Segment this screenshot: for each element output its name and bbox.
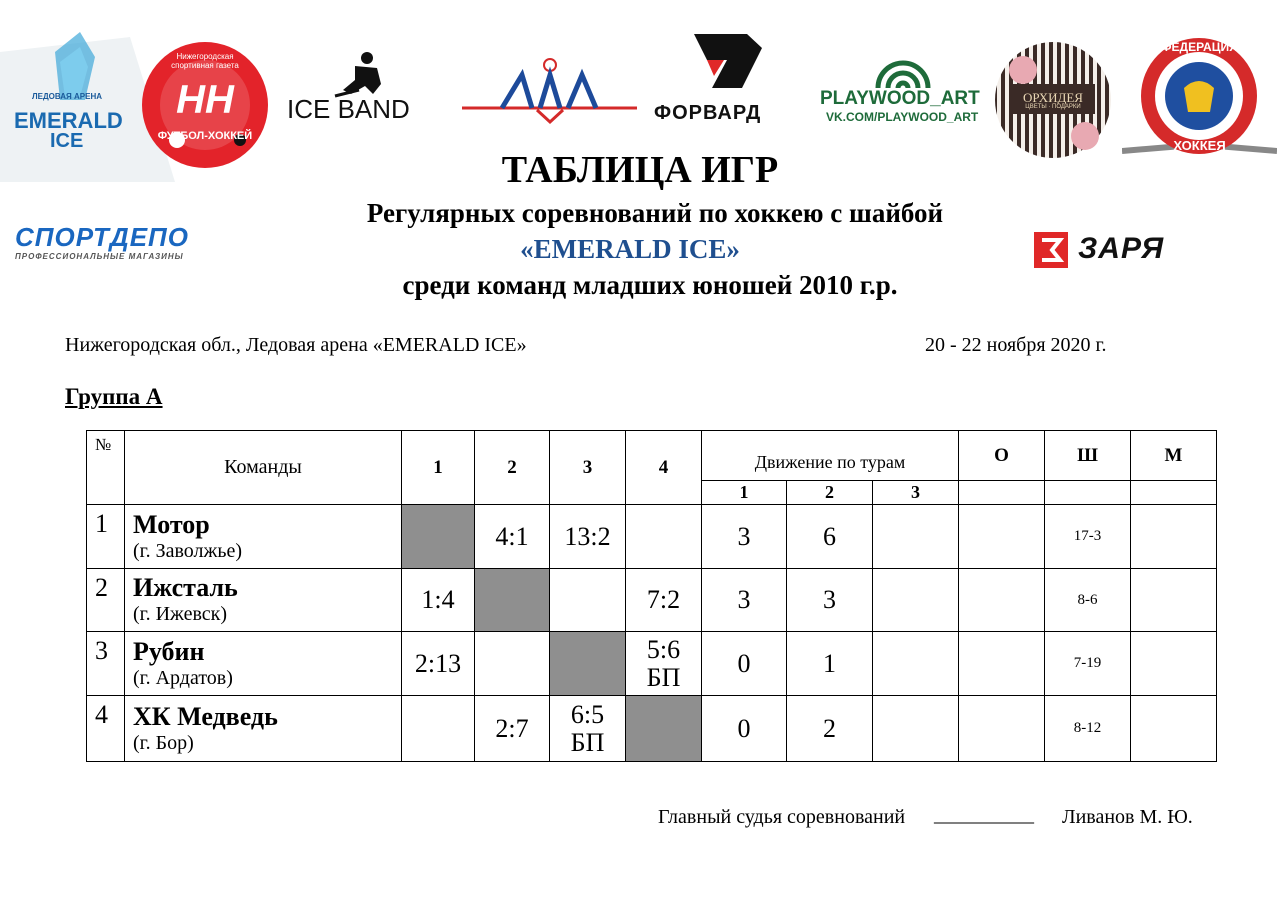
tour-cell: 3 bbox=[702, 569, 787, 632]
team-cell bbox=[125, 632, 402, 696]
score-cell bbox=[475, 632, 550, 696]
team-cell bbox=[125, 505, 402, 569]
score-cell: 4:1 bbox=[475, 505, 550, 569]
score-value: 5:6 bbox=[646, 634, 681, 664]
team-city: (г. Ардатов) bbox=[133, 666, 233, 689]
goals-cell: 7-19 bbox=[1045, 632, 1131, 696]
score-note: БП bbox=[570, 727, 605, 757]
emerald-logo-line3: ICE bbox=[50, 130, 84, 152]
team-name: Рубин bbox=[133, 636, 205, 666]
points-cell bbox=[959, 632, 1045, 696]
header-tour-2: 2 bbox=[787, 481, 873, 505]
score-cell: 7:2 bbox=[626, 569, 702, 632]
score-cell bbox=[626, 632, 702, 696]
sportdepo-sub: ПРОФЕССИОНАЛЬНЫЕ МАГАЗИНЫ bbox=[15, 252, 184, 261]
self-match-cell bbox=[475, 569, 550, 632]
team-cell bbox=[125, 696, 402, 762]
neo-emblem-icon bbox=[462, 50, 637, 125]
self-match-cell bbox=[402, 505, 475, 569]
goals-cell: 8-12 bbox=[1045, 696, 1131, 762]
row-number: 1 bbox=[87, 505, 125, 569]
tour-cell bbox=[873, 632, 959, 696]
subtitle-line3: среди команд младших юношей 2010 г.р. bbox=[402, 270, 898, 300]
score-cell bbox=[402, 696, 475, 762]
tour-cell: 0 bbox=[702, 632, 787, 696]
header-goals: Ш bbox=[1045, 431, 1131, 481]
score-cell: 2:7 bbox=[475, 696, 550, 762]
futbol-logo-mid: НН bbox=[176, 78, 234, 122]
subtitle-line1: Регулярных соревнований по хоккею с шайбой bbox=[366, 198, 944, 228]
location-text: Нижегородская обл., Ледовая арена «EMERALD ICE» bbox=[65, 334, 527, 356]
sportdepo-name: СПОРТДЕПО bbox=[15, 222, 189, 252]
header-col-2: 2 bbox=[475, 431, 550, 505]
row-number: 2 bbox=[87, 569, 125, 632]
score-cell bbox=[626, 505, 702, 569]
place-cell bbox=[1131, 632, 1217, 696]
page-title: ТАБЛИЦА ИГР bbox=[501, 149, 779, 191]
signature-blank: __________ bbox=[934, 804, 1034, 826]
federation-top: ФЕДЕРАЦИЯ bbox=[1161, 40, 1238, 54]
header-num: № bbox=[87, 431, 125, 505]
score-cell: 13:2 bbox=[550, 505, 626, 569]
score-value: 6:5 bbox=[570, 699, 605, 729]
team-name: Ижсталь bbox=[133, 573, 238, 602]
team-city: (г. Бор) bbox=[133, 731, 194, 754]
tour-cell: 0 bbox=[702, 696, 787, 762]
futbol-logo-ring: ФУТБОЛ-ХОККЕЙ bbox=[157, 130, 253, 142]
tour-cell bbox=[873, 569, 959, 632]
subtitle-line2: «EMERALD ICE» bbox=[520, 234, 740, 264]
row-number: 4 bbox=[87, 696, 125, 762]
row-number: 3 bbox=[87, 632, 125, 696]
orchid-sub: ЦВЕТЫ · ПОДАРКИ bbox=[1025, 104, 1081, 110]
referee-name: Ливанов М. Ю. bbox=[1062, 806, 1193, 828]
wood-rings-icon bbox=[818, 48, 988, 90]
playwood-line1: PLAYWOOD_ART bbox=[820, 88, 980, 109]
federation-logo bbox=[1122, 36, 1277, 161]
points-cell bbox=[959, 696, 1045, 762]
score-note: БП bbox=[646, 662, 681, 692]
table-row bbox=[87, 696, 1217, 762]
ice-band-text: ICE BAND bbox=[287, 94, 410, 124]
points-cell bbox=[959, 569, 1045, 632]
emerald-logo-line2: EMERALD bbox=[14, 108, 123, 133]
tour-cell: 3 bbox=[702, 505, 787, 569]
orchid-name: ОРХИДЕЯ bbox=[1023, 90, 1083, 105]
group-heading: Группа А bbox=[65, 384, 163, 409]
games-table bbox=[86, 430, 1217, 762]
tour-cell: 6 bbox=[787, 505, 873, 569]
header-col-1: 1 bbox=[402, 431, 475, 505]
team-cell bbox=[125, 569, 402, 632]
forward-text: ФОРВАРД bbox=[654, 102, 762, 124]
header-place: М bbox=[1131, 431, 1217, 481]
forward-logo bbox=[652, 30, 802, 130]
playwood-line2: VK.COM/PLAYWOOD_ART bbox=[826, 110, 979, 124]
team-name: ХК Медведь bbox=[133, 701, 278, 731]
tour-cell: 1 bbox=[787, 632, 873, 696]
header-tours: Движение по турам bbox=[702, 431, 959, 481]
team-city: (г. Заволжье) bbox=[133, 539, 243, 562]
score-cell: 2:13 bbox=[402, 632, 475, 696]
playwood-logo bbox=[818, 48, 988, 128]
header-points-sub bbox=[959, 481, 1045, 505]
header-col-3: 3 bbox=[550, 431, 626, 505]
forward-emblem-icon bbox=[652, 30, 802, 100]
orchid-logo bbox=[993, 40, 1113, 160]
points-cell bbox=[959, 505, 1045, 569]
score-cell bbox=[550, 696, 626, 762]
referee-label: Главный судья соревнований bbox=[658, 806, 906, 828]
federation-bottom: ХОККЕЯ bbox=[1173, 138, 1226, 153]
header-teams: Команды bbox=[125, 431, 402, 505]
zarya-text: ЗАРЯ bbox=[1078, 232, 1165, 265]
score-cell: 1:4 bbox=[402, 569, 475, 632]
ice-band-logo bbox=[285, 50, 445, 125]
score-cell bbox=[550, 569, 626, 632]
self-match-cell bbox=[550, 632, 626, 696]
tour-cell: 3 bbox=[787, 569, 873, 632]
tour-cell bbox=[873, 505, 959, 569]
self-match-cell bbox=[626, 696, 702, 762]
header-points: О bbox=[959, 431, 1045, 481]
tour-cell: 2 bbox=[787, 696, 873, 762]
tour-cell bbox=[873, 696, 959, 762]
goals-cell: 17-3 bbox=[1045, 505, 1131, 569]
header-tour-1: 1 bbox=[702, 481, 787, 505]
header-col-4: 4 bbox=[626, 431, 702, 505]
table-row bbox=[87, 569, 1217, 632]
table-row bbox=[87, 632, 1217, 696]
futbol-logo-top: Нижегородская спортивная газета bbox=[171, 52, 239, 70]
header-tour-3: 3 bbox=[873, 481, 959, 505]
place-cell bbox=[1131, 505, 1217, 569]
team-city: (г. Ижевск) bbox=[133, 603, 228, 625]
header-goals-sub bbox=[1045, 481, 1131, 505]
date-text: 20 - 22 ноября 2020 г. bbox=[925, 334, 1107, 356]
hockey-player-icon bbox=[285, 50, 445, 100]
neo-logo bbox=[462, 50, 637, 125]
emerald-logo-line1: ЛЕДОВАЯ АРЕНА bbox=[32, 92, 103, 101]
table-row bbox=[87, 505, 1217, 569]
place-cell bbox=[1131, 569, 1217, 632]
header-place-sub bbox=[1131, 481, 1217, 505]
goals-cell: 8-6 bbox=[1045, 569, 1131, 632]
team-name: Мотор bbox=[133, 509, 210, 539]
place-cell bbox=[1131, 696, 1217, 762]
